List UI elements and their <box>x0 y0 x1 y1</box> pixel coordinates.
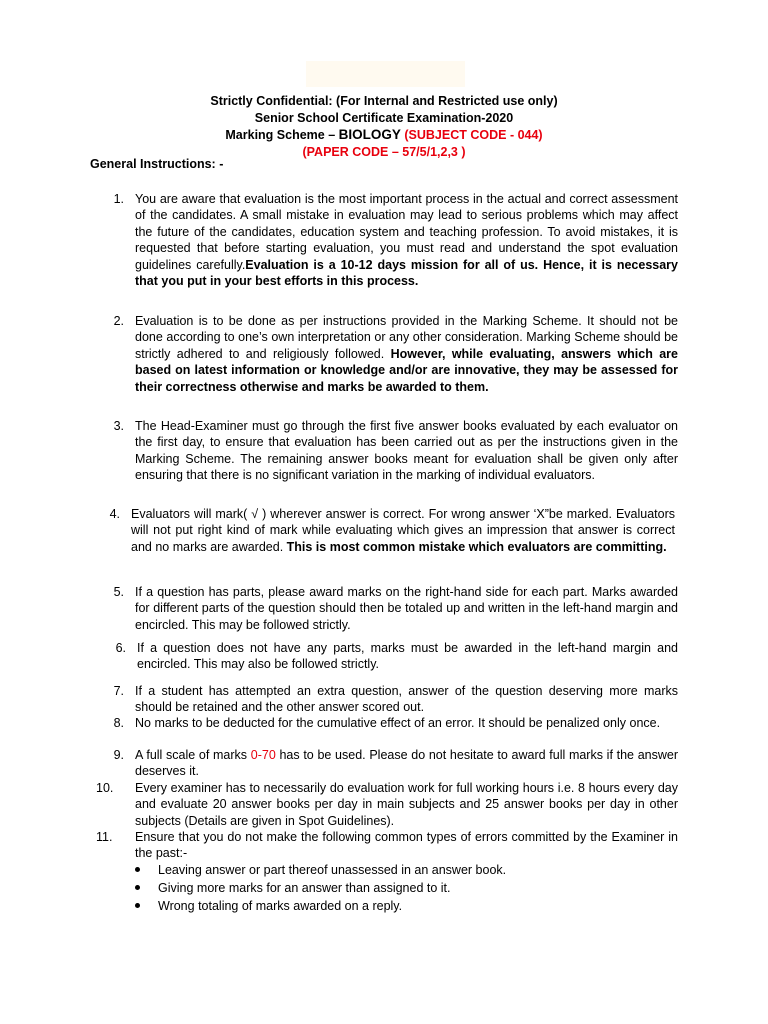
instruction-body-end: has to be used. Please do not hesitate to award full marks if the answer deserves it. <box>135 748 678 779</box>
header-shade <box>306 61 465 87</box>
instruction-number: 7. <box>113 684 124 698</box>
list-item: Wrong totaling of marks awarded on a reply. <box>132 897 506 915</box>
exam-title: Senior School Certificate Examination-2020 <box>254 111 514 125</box>
list-item: Giving more marks for an answer than assigned to it. <box>132 879 506 897</box>
instruction-emphasis: Evaluation is a 10-12 days mission for all of us. Hence, it is necessary that you put in your best efforts in this process. <box>135 257 679 289</box>
general-instructions-heading: General Instructions: - <box>90 157 224 171</box>
instruction-text: If a student has attempted an extra question, answer of the question deserving more marks should be retained and the other answer scored out. <box>135 684 678 715</box>
instruction-text <box>135 313 678 395</box>
instruction-body: A full scale of marks <box>135 748 251 762</box>
marking-scheme-title <box>0 126 768 144</box>
list-item: Leaving answer or part thereof unassessed in an answer book. <box>132 861 506 879</box>
instruction-text <box>131 506 675 555</box>
instruction-emphasis: This is most common mistake which evaluators are committing. <box>286 539 667 554</box>
instruction-emphasis: However, while evaluating, answers which are based on latest information or knowledge and/or are innovative, they may be assessed for their correctness otherwise and marks be awarded to them. <box>135 346 678 394</box>
instruction-number: 3. <box>113 419 124 433</box>
instruction-body: Evaluation is to be done as per instructions provided in the Marking Scheme. It should not be done according to one’s own interpretation or any other consideration. Marking Scheme should be strictly adhered to and religiously followed. <box>135 314 678 361</box>
instruction-text <box>135 747 678 780</box>
instruction-number: 1. <box>113 192 124 206</box>
marking-scheme-prefix: Marking Scheme – <box>225 128 339 142</box>
instruction-number: 8. <box>113 716 124 730</box>
instruction-number: 4. <box>109 507 120 521</box>
instruction-text: If a question has parts, please award marks on the right-hand side for each part. Marks awarded for different parts of the question should then be totaled up and written in the left-hand margin and encircled. This may be followed strictly. <box>135 585 678 632</box>
instruction-text: No marks to be deducted for the cumulative effect of an error. It should be penalized only once. <box>135 716 661 730</box>
paper-code: (PAPER CODE – 57/5/1,2,3 ) <box>302 145 466 159</box>
instruction-number: 6. <box>115 641 126 655</box>
instruction-body: You are aware that evaluation is the most important process in the actual and correct assessment of the candidates. A small mistake in evaluation may lead to serious problems which may affect the future of the candidates, education system and teaching profession. To avoid mistakes, it is requested that before starting evaluation, you must read and understand the spot evaluation guidelines carefully. <box>135 192 678 272</box>
confidential-line: Strictly Confidential: (For Internal and Restricted use only) <box>210 94 558 108</box>
instruction-body: Evaluators will mark( √ ) wherever answer is correct. For wrong answer ‘X”be marked. Evaluators will not put right kind of mark while evaluating which gives an impression that answer is correct and no marks are awarded. <box>131 507 675 554</box>
marks-range: 0-70 <box>250 748 276 762</box>
instruction-text <box>135 191 678 289</box>
instruction-number: 10. <box>96 781 114 795</box>
instruction-number: 2. <box>113 314 124 328</box>
instruction-number: 5. <box>113 585 124 599</box>
instruction-text: Every examiner has to necessarily do evaluation work for full working hours i.e. 8 hours every day and evaluate 20 answer books per day in main subjects and 25 answer books per day in other subjects (Details are given in Spot Guidelines). <box>135 781 678 828</box>
subject-name: BIOLOGY <box>338 127 401 142</box>
instruction-text: The Head-Examiner must go through the first five answer books evaluated by each evaluator on the first day, to ensure that evaluation has been carried out as per the instructions given in the Marking Scheme. The remaining answer books meant for evaluation shall be given only after ensuring that there is no significant variation in the marking of individual evaluators. <box>135 419 678 483</box>
instruction-number: 11. <box>96 830 113 844</box>
subject-code: (SUBJECT CODE - 044) <box>400 128 543 142</box>
instruction-text: If a question does not have any parts, marks must be awarded in the left-hand margin and encircled. This may also be followed strictly. <box>137 641 678 672</box>
instruction-text: Ensure that you do not make the following common types of errors committed by the Examiner in the past:- <box>135 830 678 861</box>
instruction-number: 9. <box>113 748 124 762</box>
error-types-list <box>132 861 506 915</box>
